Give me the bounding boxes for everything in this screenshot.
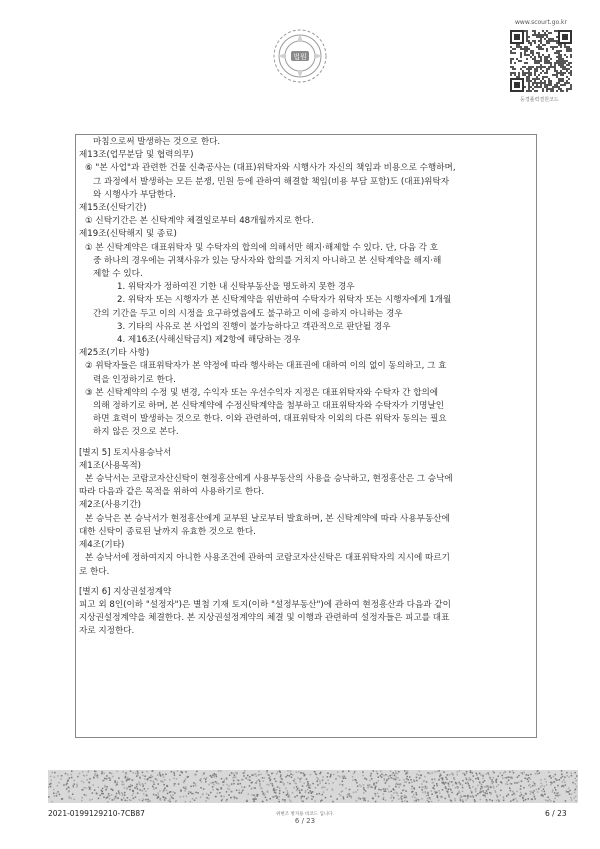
text-line: ① 본 신탁계약은 대표위탁자 및 수탁자의 합의에 의해서만 해지·해제할 수 있다. 단, 다음 각 호 [85,242,439,253]
text-line: 력을 인정하기로 한다. [93,374,176,385]
document-code: 2021-0199129210-7CB87 [48,809,145,818]
center-page-number: 6 / 23 [294,817,316,825]
text-line: 제1조(사용목적) [79,460,141,471]
text-line: ⑥ "본 사업"과 관련한 건물 신축공사는 (대표)위탁자와 시행사가 자신의 책임과 비용으로 수행하며, [85,163,456,174]
text-line: 대한 신탁이 종료된 날까지 유효한 것으로 한다. [79,526,256,537]
text-line: 제2조(사용기간) [79,500,141,511]
text-line: ① 신탁기간은 본 신탁계약 체결일로부터 48개월까지로 한다. [85,216,314,227]
text-line: 피고 외 8인(이하 "설정자")은 별첨 기재 토지(이하 "설정부동산")에 관하여 현정흥산과 다음과 같이 [79,599,451,610]
anti-forgery-barcode-icon [48,770,578,803]
spacer [79,579,531,586]
spacer [79,440,531,447]
text-line: 그 과정에서 발생하는 모든 분쟁, 민원 등에 관하여 해결할 책임(비용 부담 포함)도 (대표)위탁자 [93,176,450,187]
qr-caption: 등경졸력결원코드 [520,97,559,103]
text-line: 로 한다. [79,566,110,577]
page-number: 6 / 23 [545,809,567,818]
text-line: 따라 다음과 같은 목적을 위하여 사용하기로 한다. [79,487,265,498]
text-line: 의해 정하기로 하며, 본 신탁계약에 수정신탁계약을 첨부하고 대표위탁자와 수탁자가 기명날인 [93,401,445,412]
text-line: 제25조(기타 사항) [79,348,150,359]
text-line: 하면 효력이 발생하는 것으로 한다. 이와 관련하여, 대표위탁자 이외의 다른 위탁자 동의는 필요 [93,414,447,425]
emblem-text: 법원 [293,53,307,61]
barcode-notice: 위변조 방지용 바코드 입니다. [276,812,334,817]
text-line: 제15조(신탁기간) [79,203,147,214]
text-line: ③ 본 신탁계약의 수정 및 변경, 수익자 또는 우선수익자 지정은 대표위탁자와 수탁자 간 합의에 [85,387,439,398]
text-line: 1. 위탁자가 정하여진 기한 내 신탁부동산을 명도하지 못한 경우 [117,282,355,293]
court-emblem-icon [272,28,328,84]
document-body [79,136,531,639]
text-line: 제13조(업무분담 및 협력의무) [79,150,194,161]
site-url: www.scourt.go.kr [515,19,567,26]
text-line: 제19조(신탁해지 및 종료) [79,229,177,240]
text-line: 제4조(기타) [79,540,125,551]
text-line: 2. 위탁자 또는 시행자가 본 신탁계약을 위반하여 수탁자가 위탁자 또는 시행자에게 1개월 [117,295,452,306]
text-line: 본 승낙서는 코람코자산신탁이 현정흥산에게 사용부동산의 사용을 승낙하고, 현정흥산은 그 승낙에 [85,474,453,485]
text-line: 와 시행사가 부담한다. [93,189,176,200]
text-line: 자로 지정한다. [79,626,135,637]
text-line: 중 하나의 경우에는 귀책사유가 있는 당사자와 합의를 거치지 아니하고 본 신탁계약을 해지·해 [93,255,442,266]
text-line: 본 승낙은 본 승낙서가 현정흥산에게 교부된 날로부터 발효하며, 본 신탁계약에 따라 사용부동산에 [85,513,450,524]
text-line: 마침으로써 발생하는 것으로 한다. [93,137,221,147]
text-line: 3. 기타의 사유로 본 사업의 진행이 불가능하다고 객관적으로 판단될 경우 [117,321,391,332]
text-line: ② 위탁자들은 대표위탁자가 본 약정에 따라 행사하는 대표권에 대하여 이의 없이 동의하고, 그 효 [85,361,447,372]
text-line: 지상권설정계약을 체결한다. 본 지상권설정계약의 체결 및 이행과 관련하여 설정자들은 피고를 대표 [79,613,450,624]
text-line: 간의 기간을 두고 이의 시정을 요구하였음에도 불구하고 이에 응하지 아니하는 경우 [93,308,403,319]
text-line: 제할 수 있다. [93,269,143,280]
text-line: [별지 5] 토지사용승낙서 [79,447,172,458]
text-line: 하지 않은 것으로 본다. [93,427,179,438]
text-line: 4. 제16조(사해신탁금지) 제2항에 해당하는 경우 [117,335,301,346]
text-line: 본 승낙서에 정하여지지 아니한 사용조건에 관하여 코람코자산신탁은 대표위탁자의 지시에 따르기 [85,553,450,564]
qr-code-icon [510,30,572,92]
text-line: [별지 6] 지상권설정계약 [79,586,172,597]
